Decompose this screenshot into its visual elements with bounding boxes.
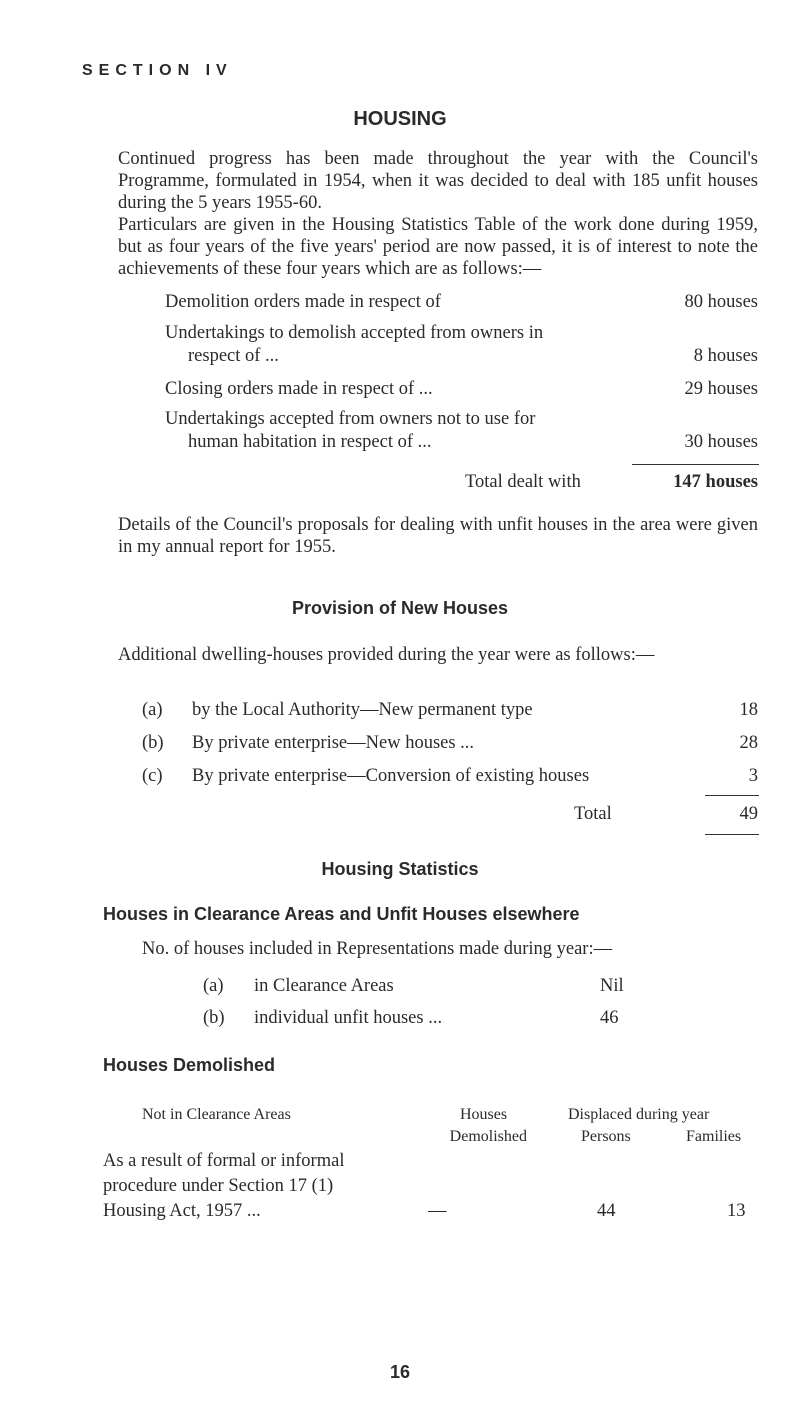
- provision-heading: Provision of New Houses: [291, 598, 509, 618]
- provision-total-label: Total: [574, 804, 612, 824]
- statistics-heading: Housing Statistics: [321, 859, 479, 879]
- intro-paragraph-2: Particulars are given in the Housing Statistics Table of the work done during 1959, but as four years of the five years' period are now passed, it is of interest to note the achievements of these four years which are as follows:—: [118, 215, 758, 279]
- achievement-2-label: Undertakings to demolish accepted from owners in: [165, 323, 544, 343]
- achievement-2-value: 8 houses: [693, 346, 758, 366]
- demolished-row-line3: Housing Act, 1957 ...: [103, 1201, 261, 1221]
- provision-item-a-text: by the Local Authority—New permanent type: [192, 700, 533, 720]
- demolished-heading: Houses Demolished: [103, 1055, 276, 1075]
- achievement-4-label: Undertakings accepted from owners not to use for: [165, 409, 536, 429]
- representation-a-key: (a): [203, 976, 224, 996]
- achievement-1-value: 80 houses: [684, 292, 758, 312]
- provision-item-a-value: 18: [739, 700, 758, 720]
- col-displaced: Displaced during year: [568, 1106, 710, 1123]
- total-rule: [632, 464, 759, 465]
- provision-item-c-text: By private enterprise—Conversion of existing houses: [192, 766, 590, 786]
- provision-total-value: 49: [739, 804, 758, 824]
- col-houses-line2: Demolished: [449, 1128, 527, 1145]
- representation-b-value: 46: [600, 1008, 619, 1028]
- representation-a-value: Nil: [600, 976, 624, 996]
- page-title: HOUSING: [353, 108, 447, 130]
- achievement-4-value: 30 houses: [684, 432, 758, 452]
- col-not-in-clearance: Not in Clearance Areas: [142, 1106, 291, 1123]
- representations-intro: No. of houses included in Representations made during year:—: [142, 939, 613, 959]
- achievement-3-value: 29 houses: [684, 379, 758, 399]
- persons-displaced-value: 44: [597, 1201, 616, 1221]
- provision-total-rule-top: [705, 795, 759, 796]
- houses-demolished-value: —: [428, 1201, 447, 1221]
- provision-item-b-value: 28: [739, 733, 758, 753]
- intro-paragraph-1: Continued progress has been made throughout the year with the Council's Programme, formulated in 1954, when it was decided to deal with 185 unfit houses during the 5 years 1955-60.: [118, 149, 758, 213]
- provision-total-rule-bottom: [705, 834, 759, 835]
- provision-item-b-text: By private enterprise—New houses ...: [192, 733, 475, 753]
- demolished-row-line2: procedure under Section 17 (1): [103, 1176, 334, 1196]
- achievement-2-label-cont: respect of ...: [188, 346, 279, 366]
- page-number: 16: [389, 1362, 411, 1382]
- achievement-3-label: Closing orders made in respect of ...: [165, 379, 433, 399]
- demolished-row-line1: As a result of formal or informal: [103, 1151, 345, 1171]
- provision-intro: Additional dwelling-houses provided during the year were as follows:—: [118, 645, 655, 665]
- col-persons: Persons: [581, 1128, 631, 1145]
- representation-b-text: individual unfit houses ...: [254, 1008, 443, 1028]
- details-paragraph: Details of the Council's proposals for dealing with unfit houses in the area were given in my annual report for 1955.: [118, 515, 758, 557]
- provision-item-b-key: (b): [142, 733, 164, 753]
- provision-item-c-key: (c): [142, 766, 163, 786]
- section-label: SECTION IV: [82, 62, 233, 79]
- provision-item-c-value: 3: [748, 766, 758, 786]
- achievement-1-label: Demolition orders made in respect of: [165, 292, 441, 312]
- col-families: Families: [686, 1128, 742, 1145]
- achievement-4-label-cont: human habitation in respect of ...: [188, 432, 432, 452]
- representation-a-text: in Clearance Areas: [254, 976, 394, 996]
- representation-b-key: (b): [203, 1008, 225, 1028]
- provision-item-a-key: (a): [142, 700, 163, 720]
- achievements-total-label: Total dealt with: [465, 472, 581, 492]
- statistics-subheading: Houses in Clearance Areas and Unfit Houses elsewhere: [103, 904, 580, 924]
- col-houses-line1: Houses: [459, 1106, 508, 1123]
- achievements-total-value: 147 houses: [673, 472, 758, 492]
- families-displaced-value: 13: [727, 1201, 746, 1221]
